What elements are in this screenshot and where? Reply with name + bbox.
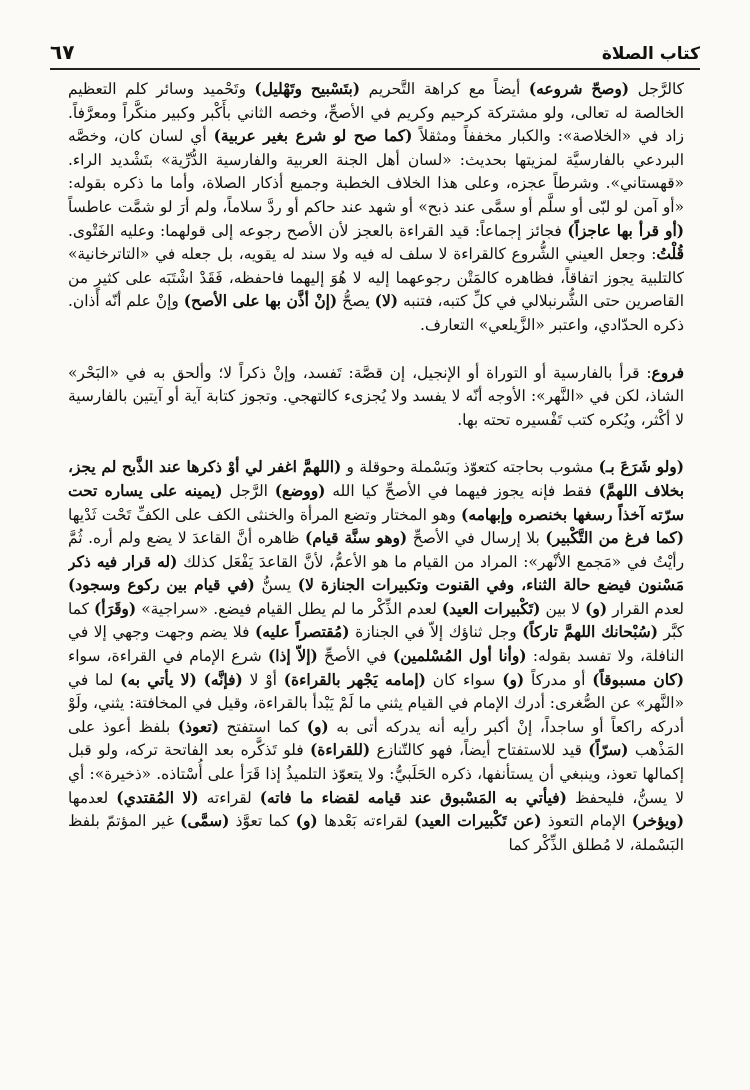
sharh-text-run: يسنُّ xyxy=(254,576,298,595)
sharh-text-run: : قرأ بالفارسية أو التوراة أو الإنجيل، إن قصَّة: تَفسد، وإنْ ذكراً لا؛ وألحق به في «البَحْر» الشاذ، لكن في «النَّهر»: الأوجه أنّه لا يفسد ولا يُجزىء كالتهجي. وتجوز كتابة آية أو آيتين بالفارسية لا أكْثر، ويُكره كتب تَفْسيره تحته بها. xyxy=(68,363,684,429)
paragraph-main xyxy=(68,78,684,338)
sharh-text-run: غير المؤتمّ بلفظ البَسْملة، لا مُطلق الذِّكْر كما xyxy=(68,812,684,854)
sharh-text-run: الإمام التعوذ xyxy=(541,812,632,831)
sharh-text-run: كما تعوَّذ xyxy=(229,812,296,831)
page-body xyxy=(68,78,684,1066)
sharh-text-run: لقراءته بَعْدها xyxy=(317,812,415,831)
paragraph-furu xyxy=(68,362,684,433)
matn-text-run: (لا) xyxy=(374,292,399,311)
matn-text-run: (له قرار فيه ذكر مَسْنون فيضع حالة الثناء، وفي القنوت وتكبيرات الجنازة لا) xyxy=(68,552,684,595)
sharh-text-run: مشوب بحاجته كتعوّذ وبَسْملة وحوقلة و xyxy=(341,458,599,477)
sharh-text-run: وجل ثناؤك إلاّ في الجنازة xyxy=(349,623,523,642)
matn-text-run: (بتَسْبيح وتَهْليل) xyxy=(254,80,361,98)
matn-text-run: (اللهمَّ اغفر لي أوْ ذكرها عند الذَّبح لم يجز، بخلاف اللهمَّ) xyxy=(68,458,684,500)
sharh-text-run: فقط فإنه يجوز فيهما في الأصحِّ كيا الله xyxy=(325,481,599,500)
paragraph-gap xyxy=(68,338,684,362)
matn-text-run: (فيأتي به المَسْبوق عند قيامه لقضاء ما فاته) xyxy=(259,788,567,807)
matn-text-run: فروع xyxy=(651,363,684,382)
sharh-text-run: وهو المختار وتضع المرأة والخنثى الكف على الكفِّ تَحْت ثَدْيها xyxy=(68,505,462,524)
sharh-text-run: لا بين xyxy=(540,599,586,618)
sharh-text-run: لقراءته xyxy=(198,788,260,807)
matn-text-run: (ويؤخر) xyxy=(631,812,684,831)
sharh-text-run: فجائز إجماعاً: قيد القراءة بالعجز لأن الأصح رجوعه إلى قولهما: وعليه الفَتْوى. xyxy=(68,221,568,240)
sharh-text-run xyxy=(197,671,204,689)
matn-text-run: (إلاّ إذا) xyxy=(267,647,318,666)
sharh-text-run: وإنْ علم أنّه أذان. ذكره الحدّادي، واعتبر «الزَّيلعي» التعارف. xyxy=(68,292,684,334)
sharh-text-run: كالرَّجل xyxy=(629,80,684,98)
matn-text-run: (أو قرأ بها عاجزاً) xyxy=(567,221,684,240)
sharh-text-run: لعدم الذِّكْر ما لم يطل القيام فيضع. «سراجية» xyxy=(136,599,442,618)
matn-text-run: (وهو سنَّة قيام) xyxy=(304,529,408,548)
matn-text-run: (فإنَّه) xyxy=(203,670,243,689)
matn-text-run: (إمامه يَجْهر بالقراءة) xyxy=(283,670,426,689)
page-number: ٦٧ xyxy=(50,40,75,64)
matn-text-run: (سمَّى) xyxy=(180,812,230,831)
sharh-text-run: وتَحْميد وسائر كلم التعظيم الخالصة له تعالى، ولو مشتركة كرحيم وكريم في الأصحِّ، وخصه الثاني بأَكْبر وكبير منكَّراً ومعرَّفاً. زاد في «الخلاصة»: والكبار مخففاً ومثقلاً xyxy=(68,80,684,146)
matn-text-run: (في قيام بين ركوع وسجود) xyxy=(68,576,255,595)
sharh-text-run: فلا يضم وجهت وجهي إلا في النافلة، ولا تفسد بقوله: xyxy=(68,623,684,666)
matn-text-run: (و) xyxy=(295,812,318,831)
sharh-text-run: لعدمها xyxy=(68,788,117,807)
matn-text-run: (مُقتصراً عليه) xyxy=(254,623,350,642)
matn-text-run: (وقَرَأ) xyxy=(94,599,137,618)
sharh-text-run: سواء كان xyxy=(425,670,503,689)
sharh-text-run: ظاهره أنَّ القاعدَ لا يضع ولم أره. ثُمَّ رأيْتُ في «مَجمع الأنْهر»: المراد من القيام ما هو الأعمُّ، لأنَّ القاعدَ يَفْعَل كذلك xyxy=(68,529,684,571)
matn-text-run: (للقراءة) xyxy=(309,741,371,760)
matn-text-run: (لا يأتي به) xyxy=(120,670,197,689)
sharh-text-run: يصحُّ xyxy=(337,292,375,311)
matn-text-run: (و) xyxy=(585,599,608,618)
sharh-text-run: في الأصحِّ xyxy=(317,647,393,666)
sharh-text-run: لعدم القرار xyxy=(607,599,684,618)
sharh-text-run: كما استفتح xyxy=(218,717,307,736)
matn-text-run: (كما فرغ من التَّكْبير) xyxy=(545,529,684,548)
sharh-text-run: فلو تَذكَّره بعد الفاتحة تركه، ولو قبل إكمالها تعوذ، وينبغي أن يستأنفها، ذكره الحَلَبيُّ: ولا يتعوّذ التلميذُ إذا قَرَأ على أُسْتاذه. «ذخيرة»: أي لا يسنُّ، فليحفظ xyxy=(68,741,684,807)
matn-text-run: (عن تَكْبيرات العيد) xyxy=(414,812,542,831)
matn-text-run: (تعوذ) xyxy=(177,717,219,736)
matn-text-run: (وصحّ شروعه) xyxy=(528,80,630,98)
matn-text-run: (سرّاً) xyxy=(588,741,629,760)
matn-text-run: (ووضع) xyxy=(274,481,326,500)
matn-text-run: (سُبْحانك اللهمَّ تاركاً) xyxy=(522,623,658,642)
page-header xyxy=(50,38,700,70)
sharh-text-run: أيضاً مع كراهة التَّحريم xyxy=(360,80,529,98)
sharh-text-run: قيد للاستفتاح أيضاً، فهو كالتّنازع xyxy=(370,741,589,760)
matn-text-run: (لا المُقتدي) xyxy=(116,788,199,807)
chapter-title: كتاب الصلاة xyxy=(601,44,700,64)
sharh-text-run: أو مدركاً xyxy=(524,670,593,689)
matn-text-run: (و) xyxy=(502,670,525,689)
paragraph-gap xyxy=(68,432,684,456)
sharh-text-run: بلفظ أعوذ على المَذْهب xyxy=(68,717,684,760)
matn-text-run: (وأنا أول المُسْلمين) xyxy=(392,647,527,666)
sharh-text-run: لما في «النَّهر» عن الصُّغرى: أدرك الإمام في القيام يثني ما لَمْ يَبْدأ بالقراءة، وقيل في المخافتة: يثني، ولَوْ أدركه راكعاً أو ساجداً، إنْ أكبر رأيه أنه يدركه أتى به xyxy=(68,670,684,736)
sharh-text-run: الرَّجل xyxy=(222,481,275,500)
sharh-text-run: أي لسان كان، وخصَّه البردعي بالفارسيَّة لمزيتها بحديث: «لسان أهل الجنة العربية والفارسية الدُّرِّية» بتَشْديد الراء. «قهستاني». وشرطاً عجزه، وعلى هذا الخلاف الخطبة وجميع أذكار الصلاة، وأما ما ذكره بقوله: «أو آمن لو لبّى أو سلَّم أو سمَّى عند ذبح» أو شهد عند حاكم أو ردَّ سلاماً، ولم أرَ لو شمَّت عاطساً xyxy=(68,127,684,216)
matn-text-run: (و) xyxy=(306,717,329,736)
matn-text-run: (يمينه على يساره تحت سرّته آخذاً رسغها بخنصره وإبهامه) xyxy=(68,481,684,524)
paragraph-shuru xyxy=(68,456,684,857)
matn-text-run: (كان مسبوقاً) xyxy=(592,670,684,689)
sharh-text-run: كما كبَّر xyxy=(68,599,684,642)
matn-text-run: (كما صح لو شرع بغير عربية) xyxy=(213,127,413,146)
sharh-text-run: : وجعل العيني الشُّروع كالقراءة لا سلف له فيه ولا سند له يقويه، بل جعله في «التاترخانية» كالتلبية يجوز اتفاقاً، فظاهره كالمَتْن رجوعهما إليه لا هُوَ إليهما فاحفظه، فَقَدْ اشْتَبَه على كثيرٍ من القاصرين حتى الشُّرنبلالي في كلِّ كتبه، فتنبه xyxy=(68,245,684,311)
matn-text-run: (تَكْبيرات العيد) xyxy=(441,599,541,618)
matn-text-run: قُلْتُ xyxy=(656,245,684,264)
sharh-text-run: بلا إرسال في الأصحِّ xyxy=(407,529,546,548)
matn-text-run: (ولو شَرَعَ بـ) xyxy=(598,458,684,477)
sharh-text-run: أوْ لا xyxy=(242,670,284,689)
matn-text-run: (إنْ أذَّن بها على الأصح) xyxy=(183,292,338,311)
sharh-text-run: شرع الإمام في القراءة، سواء xyxy=(68,647,268,666)
